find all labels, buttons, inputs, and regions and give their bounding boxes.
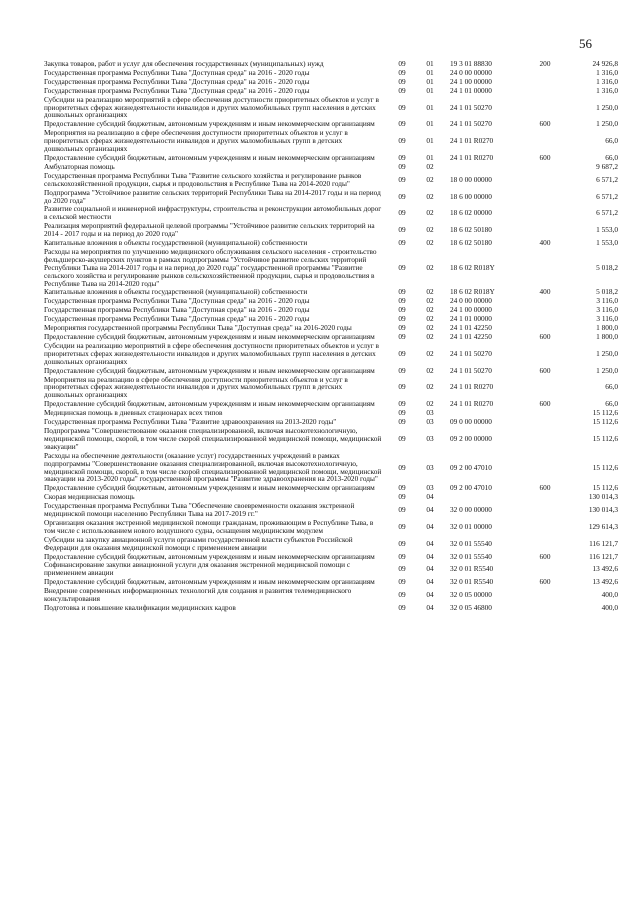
row-expense-type: 600 (539, 551, 551, 561)
row-name: Государственная программа Республики Тыва "Развитие сельского хозяйства и регулирование рынков сельскохозяйственной продукции, сырья и продовольствия в Республике Тыва на 2014-2020 годы" (44, 170, 362, 188)
table-row (44, 502, 618, 519)
row-section: 09 (398, 332, 406, 341)
row-name: Предоставление субсидий бюджетным, автономным учреждениям и иным некоммерческим организациям (44, 399, 375, 409)
row-target-code: 18 6 00 00000 (450, 191, 492, 201)
row-subsection: 04 (426, 590, 434, 600)
row-subsection: 01 (426, 76, 434, 86)
row-section: 09 (398, 538, 406, 548)
row-subsection: 02 (426, 287, 434, 297)
row-name: Подпрограмма "Устойчивое развитие сельских территорий Республики Тыва на 2014-2017 годы и на период до 2020 года" (44, 187, 381, 205)
row-section: 09 (398, 382, 406, 392)
table-row (44, 376, 618, 401)
row-amount: 130 014,3 (588, 492, 618, 502)
row-expense-type (528, 427, 562, 452)
row-section: 09 (398, 191, 406, 201)
row-amount: 116 121,7 (589, 538, 618, 548)
row-amount: 6 571,2 (596, 191, 618, 201)
row-name: Мероприятия государственной программы Республики Тыва "Доступная среда" на 2016-2020 годы (44, 323, 352, 333)
row-subsection: 03 (426, 417, 434, 427)
row-amount: 1 250,0 (596, 102, 618, 112)
row-section: 09 (398, 577, 406, 587)
row-section: 09 (398, 492, 406, 502)
row-expense-type: 600 (539, 332, 551, 341)
row-name: Субсидии на реализацию мероприятий в сфере обеспечения доступности приоритетных объектов и услуг в приоритетных сферах жизнедеятельности инвалидов и других маломобильных групп населения в детских дошкольных организациях (44, 94, 379, 120)
row-subsection: 02 (426, 365, 434, 375)
row-subsection: 02 (426, 305, 434, 315)
row-name: Медицинская помощь в дневных стационарах всех типов (44, 408, 223, 418)
row-amount: 1 250,0 (596, 119, 618, 129)
row-subsection: 01 (426, 119, 434, 129)
row-expense-type (528, 376, 562, 401)
row-expense-type (528, 315, 562, 324)
row-target-code: 32 0 01 00000 (450, 521, 492, 531)
row-expense-type: 600 (539, 119, 551, 129)
row-amount: 1 250,0 (596, 348, 618, 358)
table-row (44, 587, 618, 604)
row-target-code: 32 0 01 R5540 (450, 577, 494, 587)
row-target-code: 24 1 01 00000 (450, 85, 492, 95)
row-amount: 6 571,2 (596, 174, 618, 184)
row-target-code: 09 2 00 00000 (450, 433, 492, 443)
row-name: Предоставление субсидий бюджетным, автономным учреждениям и иным некоммерческим организациям (44, 483, 375, 493)
row-amount: 1 800,0 (596, 332, 618, 341)
row-amount: 1 316,0 (596, 76, 618, 86)
row-amount: 400,0 (601, 603, 618, 612)
row-subsection: 02 (426, 174, 434, 184)
row-target-code: 24 1 01 50270 (450, 348, 492, 358)
row-section: 09 (398, 287, 406, 297)
row-expense-type (528, 342, 562, 367)
row-amount: 66,0 (605, 399, 618, 409)
row-amount: 66,0 (605, 136, 618, 146)
table-row (44, 248, 618, 289)
row-target-code: 19 3 01 88830 (450, 59, 492, 68)
row-amount: 66,0 (605, 152, 618, 162)
row-amount: 1 800,0 (596, 323, 618, 333)
table-row (44, 189, 618, 206)
table-row (44, 172, 618, 189)
row-amount: 130 014,3 (588, 505, 618, 515)
row-name: Государственная программа Республики Тыва "Доступная среда" на 2016 - 2020 годы (44, 296, 310, 306)
row-section: 09 (398, 417, 406, 427)
table-row (44, 536, 618, 553)
row-name: Расходы на мероприятия по улучшению медицинского обслуживания сельского населения - строительство фельдшерско-акушерских пунктов в рамках подпрограммы "Устойчивое развитие сельских территорий Республики Тыва на 2014-2017 годы и на период до 2020 года" государственной программы "Развитие сельского хозяйства и регулирование рынков сельскохозяйственной продукции, сырья и продовольствия в Республике Тыва на 2014-2020 годы" (44, 246, 377, 288)
row-subsection: 01 (426, 59, 434, 68)
row-section: 09 (398, 161, 406, 171)
row-target-code: 24 1 00 00000 (450, 76, 492, 86)
row-amount: 66,0 (605, 382, 618, 392)
row-name: Скорая медицинская помощь (44, 492, 135, 502)
row-expense-type (528, 536, 562, 553)
row-section: 09 (398, 305, 406, 315)
row-section: 09 (398, 521, 406, 531)
row-section: 09 (398, 152, 406, 162)
row-expense-type (528, 306, 562, 315)
page-number: 56 (579, 36, 592, 51)
row-section: 09 (398, 238, 406, 248)
row-section: 09 (398, 564, 406, 574)
row-name: Капитальные вложения в объекты государственной (муниципальной) собственности (44, 287, 308, 297)
row-subsection: 04 (426, 551, 434, 561)
row-target-code (444, 493, 528, 502)
row-subsection: 02 (426, 382, 434, 392)
row-target-code: 32 0 05 00000 (450, 590, 492, 600)
row-section: 09 (398, 551, 406, 561)
row-subsection: 04 (426, 492, 434, 502)
row-name: Государственная программа Республики Тыва "Обеспечение своевременности оказания экстренной медицинской помощи населению Республики Тыва на 2017-2019 гг." (44, 501, 355, 519)
row-expense-type (528, 297, 562, 306)
row-amount: 400,0 (601, 590, 618, 600)
row-subsection: 04 (426, 603, 434, 612)
row-name: Государственная программа Республики Тыва "Доступная среда" на 2016 - 2020 годы (44, 305, 310, 315)
table-row (44, 519, 618, 536)
row-expense-type (528, 502, 562, 519)
row-subsection: 02 (426, 296, 434, 306)
row-amount: 1 250,0 (596, 365, 618, 375)
row-expense-type: 600 (539, 365, 551, 375)
row-section: 09 (398, 102, 406, 112)
row-name: Предоставление субсидий бюджетным, автономным учреждениям и иным некоммерческим организациям (44, 119, 375, 129)
row-subsection: 03 (426, 462, 434, 472)
row-amount: 1 316,0 (596, 67, 618, 77)
row-amount: 6 571,2 (596, 208, 618, 218)
row-amount: 1 553,0 (596, 238, 618, 248)
row-section: 09 (398, 262, 406, 272)
row-amount: 15 112,6 (592, 462, 618, 472)
row-section: 09 (398, 136, 406, 146)
row-name: Предоставление субсидий бюджетным, автономным учреждениям и иным некоммерческим организациям (44, 152, 375, 162)
row-expense-type (528, 493, 562, 502)
row-section: 09 (398, 408, 406, 418)
row-subsection: 03 (426, 483, 434, 493)
row-target-code: 32 0 00 00000 (450, 505, 492, 515)
row-subsection: 02 (426, 348, 434, 358)
row-amount: 24 926,8 (592, 59, 618, 68)
row-subsection: 02 (426, 161, 434, 171)
table-row (44, 427, 618, 452)
row-section: 09 (398, 119, 406, 129)
row-amount: 5 018,2 (596, 262, 618, 272)
row-section: 09 (398, 603, 406, 612)
row-target-code: 24 1 01 50270 (450, 102, 492, 112)
row-target-code: 32 0 01 55540 (450, 551, 492, 561)
row-expense-type (528, 96, 562, 121)
row-name: Внедрение современных информационных технологий для создания и развития телемедицинского консультирования (44, 586, 352, 604)
row-subsection: 03 (426, 433, 434, 443)
row-name: Государственная программа Республики Тыва "Доступная среда" на 2016 - 2020 годы (44, 85, 310, 95)
row-section: 09 (398, 174, 406, 184)
row-subsection: 02 (426, 314, 434, 324)
row-expense-type (528, 587, 562, 604)
row-section: 09 (398, 323, 406, 333)
row-name: Расходы на обеспечение деятельности (оказание услуг) государственных учреждений в рамках подпрограммы "Совершенствование оказания специализированной, включая высокотехнологичную, медицинской помощи, скорой, в том числе скорой специализированной медицинской помощи, медицинской эвакуации на 2013-2020 годы" государственной программы "Развитие здравоохранения на 2013-2020 годы" (44, 450, 382, 484)
row-amount: 15 112,6 (592, 433, 618, 443)
row-section: 09 (398, 225, 406, 235)
row-expense-type (528, 519, 562, 536)
budget-table (44, 60, 618, 613)
row-name: Предоставление субсидий бюджетным, автономным учреждениям и иным некоммерческим организациям (44, 332, 375, 341)
row-target-code: 24 1 01 R0270 (450, 382, 494, 392)
table-row (44, 452, 618, 485)
row-subsection: 01 (426, 67, 434, 77)
row-expense-type (528, 418, 562, 427)
row-name: Государственная программа Республики Тыва "Доступная среда" на 2016 - 2020 годы (44, 76, 310, 86)
table-row (44, 154, 618, 163)
row-subsection: 02 (426, 399, 434, 409)
row-name: Субсидии на реализацию мероприятий в сфере обеспечения доступности приоритетных объектов и услуг в приоритетных сферах жизнедеятельности инвалидов и других маломобильных групп населения в детских дошкольных организациях (44, 340, 379, 366)
row-target-code: 18 6 02 00000 (450, 208, 492, 218)
row-name: Закупка товаров, работ и услуг для обеспечения государственных (муниципальных) нужд (44, 59, 324, 68)
row-target-code: 18 6 02 R018Y (450, 262, 495, 272)
table-row (44, 561, 618, 578)
row-target-code: 18 0 00 00000 (450, 174, 492, 184)
row-expense-type: 600 (539, 577, 551, 587)
row-name: Предоставление субсидий бюджетным, автономным учреждениям и иным некоммерческим организациям (44, 365, 375, 375)
row-subsection: 01 (426, 136, 434, 146)
row-subsection: 04 (426, 564, 434, 574)
row-subsection: 04 (426, 521, 434, 531)
row-amount: 3 116,0 (596, 296, 618, 306)
row-target-code: 24 1 01 42250 (450, 323, 492, 333)
row-amount: 13 492,6 (592, 564, 618, 574)
row-target-code: 24 0 00 00000 (450, 67, 492, 77)
row-name: Государственная программа Республики Тыва "Доступная среда" на 2016 - 2020 годы (44, 67, 310, 77)
row-expense-type (528, 87, 562, 96)
row-target-code: 24 1 00 00000 (450, 305, 492, 315)
row-section: 09 (398, 85, 406, 95)
row-amount: 1 553,0 (596, 225, 618, 235)
row-target-code: 32 0 01 55540 (450, 538, 492, 548)
row-name: Подготовка и повышение квалификации медицинских кадров (44, 603, 236, 612)
row-section: 09 (398, 462, 406, 472)
row-target-code: 18 6 02 50180 (450, 225, 492, 235)
row-name: Государственная программа Республики Тыва "Доступная среда" на 2016 - 2020 годы (44, 314, 310, 324)
row-expense-type: 600 (539, 152, 551, 162)
row-section: 09 (398, 314, 406, 324)
row-amount: 1 316,0 (596, 85, 618, 95)
row-subsection: 02 (426, 191, 434, 201)
row-amount: 129 614,3 (588, 521, 618, 531)
row-target-code: 09 2 00 47010 (450, 462, 492, 472)
row-amount: 5 018,2 (596, 287, 618, 297)
row-target-code: 24 1 01 R0270 (450, 136, 494, 146)
row-subsection: 04 (426, 538, 434, 548)
row-expense-type (528, 78, 562, 87)
row-target-code: 24 0 00 00000 (450, 296, 492, 306)
row-expense-type (528, 189, 562, 206)
row-target-code: 24 1 01 50270 (450, 119, 492, 129)
row-name: Мероприятия на реализацию в сфере обеспечения доступности приоритетных объектов и услуг в приоритетных сферах жизнедеятельности инвалидов и других маломобильных групп в детских дошкольных организациях (44, 128, 348, 154)
row-target-code: 24 1 01 R0270 (450, 399, 494, 409)
row-subsection: 02 (426, 208, 434, 218)
table-row (44, 96, 618, 121)
row-expense-type (528, 604, 562, 613)
row-subsection: 02 (426, 323, 434, 333)
row-name: Реализация мероприятий федеральной целевой программы "Устойчивое развитие сельских территорий на 2014 - 2017 годы и на период до 2020 года" (44, 221, 375, 239)
row-expense-type (528, 129, 562, 154)
row-subsection: 02 (426, 262, 434, 272)
row-amount: 15 112,6 (592, 408, 618, 418)
row-target-code: 09 2 00 47010 (450, 483, 492, 493)
budget-table-body (44, 60, 618, 613)
row-expense-type (528, 163, 562, 172)
row-subsection: 04 (426, 505, 434, 515)
row-expense-type (528, 172, 562, 189)
row-section: 09 (398, 365, 406, 375)
row-subsection: 02 (426, 238, 434, 248)
row-expense-type: 600 (539, 483, 551, 493)
row-expense-type (528, 561, 562, 578)
row-name: Подпрограмма "Совершенствование оказания специализированной, включая высокотехнологичную, медицинской помощи, скорой, в том числе скорой специализированной медицинской помощи, медицинской эвакуации" (44, 425, 382, 451)
row-name: Предоставление субсидий бюджетным, автономным учреждениям и иным некоммерческим организациям (44, 551, 375, 561)
row-subsection: 01 (426, 102, 434, 112)
row-section: 09 (398, 433, 406, 443)
row-section: 09 (398, 59, 406, 68)
row-section: 09 (398, 590, 406, 600)
row-name: Предоставление субсидий бюджетным, автономным учреждениям и иным некоммерческим организациям (44, 577, 375, 587)
row-target-code: 32 0 01 R5540 (450, 564, 494, 574)
row-name: Амбулаторная помощь (44, 161, 115, 171)
row-section: 09 (398, 296, 406, 306)
row-section: 09 (398, 76, 406, 86)
row-target-code: 32 0 05 46800 (450, 603, 492, 612)
row-section: 09 (398, 505, 406, 515)
row-target-code: 24 1 01 R0270 (450, 152, 494, 162)
table-row (44, 604, 618, 613)
table-row (44, 205, 618, 222)
row-expense-type (528, 69, 562, 78)
row-name: Государственная программа Республики Тыва "Развитие здравоохранения на 2013-2020 годы" (44, 417, 337, 427)
row-name: Организация оказания экстренной медицинской помощи гражданам, проживающим в Республике Тыва, в том числе с использованием нового воздушного судна, оснащения медицинским модулем (44, 517, 374, 535)
row-amount: 116 121,7 (589, 551, 618, 561)
row-target-code (444, 163, 528, 172)
row-section: 09 (398, 67, 406, 77)
row-amount: 3 116,0 (596, 305, 618, 315)
row-target-code: 18 6 02 50180 (450, 238, 492, 248)
row-expense-type: 400 (539, 287, 551, 297)
row-name: Капитальные вложения в объекты государственной (муниципальной) собственности (44, 238, 308, 248)
row-amount: 9 687,2 (596, 161, 618, 171)
row-target-code: 09 0 00 00000 (450, 417, 492, 427)
row-section: 09 (398, 483, 406, 493)
row-expense-type (528, 248, 562, 289)
row-expense-type: 600 (539, 399, 551, 409)
row-expense-type: 200 (539, 59, 551, 68)
row-subsection: 01 (426, 152, 434, 162)
row-expense-type (528, 452, 562, 485)
row-section: 09 (398, 348, 406, 358)
row-name: Субсидии на закупку авиационной услуги органами государственной власти субъектов Российской Федерации для оказания медицинской помощи с применением авиации (44, 534, 353, 552)
row-amount: 13 492,6 (592, 577, 618, 587)
row-subsection: 02 (426, 332, 434, 341)
table-row (44, 129, 618, 154)
row-expense-type (528, 205, 562, 222)
table-row (44, 222, 618, 239)
row-target-code: 24 1 01 42250 (450, 332, 492, 341)
row-target-code: 24 1 01 00000 (450, 314, 492, 324)
row-subsection: 04 (426, 577, 434, 587)
row-amount: 15 112,6 (592, 483, 618, 493)
row-subsection: 02 (426, 225, 434, 235)
row-subsection: 01 (426, 85, 434, 95)
row-expense-type (528, 409, 562, 418)
table-row (44, 342, 618, 367)
row-amount: 3 116,0 (596, 314, 618, 324)
row-expense-type: 400 (539, 238, 551, 248)
row-expense-type (528, 222, 562, 239)
row-target-code: 24 1 01 50270 (450, 365, 492, 375)
row-subsection: 03 (426, 408, 434, 418)
row-name: Мероприятия на реализацию в сфере обеспечения доступности приоритетных объектов и услуг в приоритетных сферах жизнедеятельности инвалидов и других маломобильных групп в детских дошкольных организациях (44, 374, 348, 400)
row-amount: 15 112,6 (592, 417, 618, 427)
row-section: 09 (398, 399, 406, 409)
row-name: Софинансирование закупки авиационной услуги для оказания экстренной медицинской помощи с применением авиации (44, 560, 351, 578)
row-target-code: 18 6 02 R018Y (450, 287, 495, 297)
row-section: 09 (398, 208, 406, 218)
row-name: Развитие социальной и инженерной инфраструктуры, строительства и реконструкции автомобильных дорог в сельской местности (44, 204, 382, 222)
